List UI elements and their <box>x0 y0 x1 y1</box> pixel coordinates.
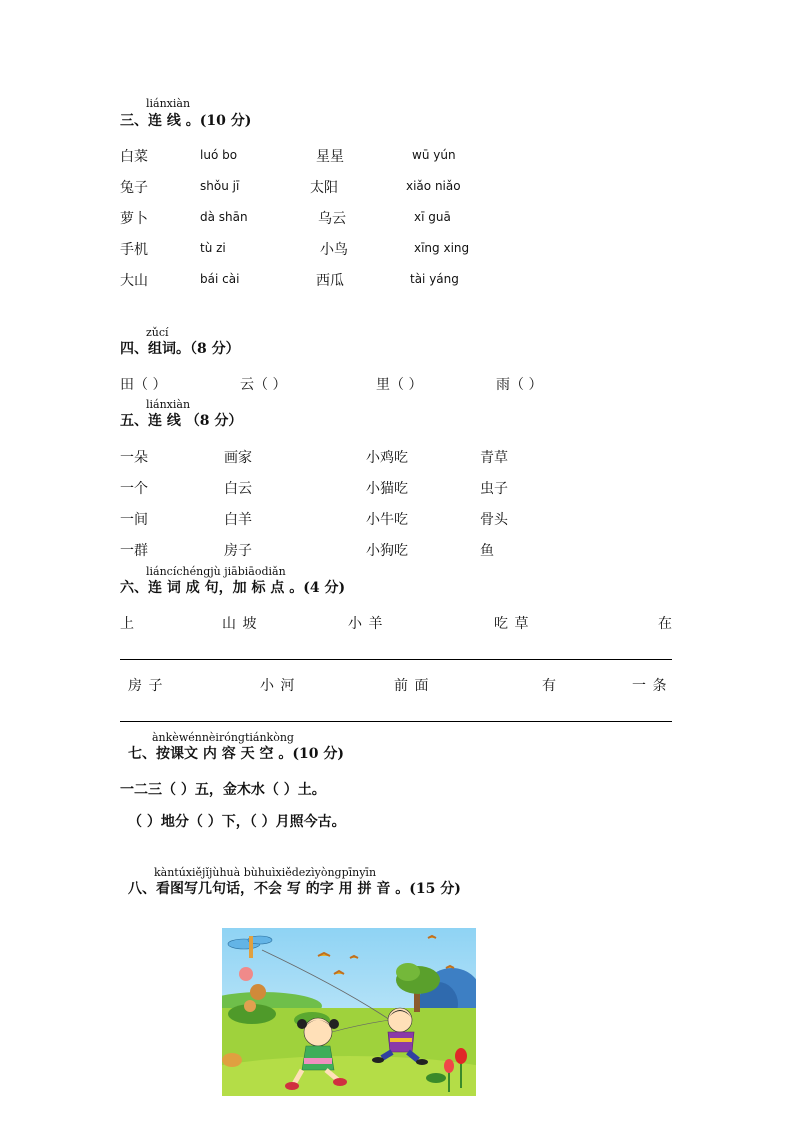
s7-heading: 七、按课文 内 容 天 空 。(10 分) <box>128 746 344 762</box>
s3-r2-b: shǒu jī <box>200 179 240 193</box>
s6-word-9: 有 <box>542 678 557 694</box>
s5-r3-b: 白羊 <box>224 512 252 528</box>
s3-r3-d: xī guā <box>414 210 451 224</box>
s3-r4-c: 小鸟 <box>320 242 348 258</box>
answer-line-2 <box>120 721 672 722</box>
s3-r5-d: tài yáng <box>410 272 459 286</box>
s3-r2-c: 太阳 <box>310 180 338 196</box>
s8-pinyin: kàntúxiějǐjùhuà bùhuìxiědezìyòngpīnyīn <box>154 866 377 879</box>
s3-r2-d: xiǎo niǎo <box>406 179 461 193</box>
s6-word-3: 小 羊 <box>348 616 384 632</box>
s5-r1-d: 青草 <box>480 450 508 466</box>
s5-r2-c: 小猫吃 <box>366 481 408 497</box>
kite-flying-illustration <box>222 928 476 1096</box>
s4-pinyin: zǔcí <box>146 326 169 339</box>
s3-r5-c: 西瓜 <box>316 273 344 289</box>
s5-heading: 五、连 线 （8 分） <box>120 413 243 429</box>
s5-r3-d: 骨头 <box>480 512 508 528</box>
s4-item-3: 里（ ） <box>376 377 423 393</box>
s5-r1-c: 小鸡吃 <box>366 450 408 466</box>
s8-heading: 八、看图写几句话，不会 写 的字 用 拼 音 。(15 分) <box>128 881 461 897</box>
s6-word-1: 上 <box>120 616 135 632</box>
s3-r5-a: 大山 <box>120 273 148 289</box>
s3-r1-b: luó bo <box>200 148 238 162</box>
s3-r4-b: tù zi <box>200 241 226 255</box>
s6-word-4: 吃 草 <box>494 616 530 632</box>
s6-word-6: 房 子 <box>128 678 164 694</box>
s6-word-2: 山 坡 <box>222 616 258 632</box>
s6-word-5: 在 <box>658 616 673 632</box>
s6-pinyin: liáncíchéngjù jiābiāodiǎn <box>146 565 286 578</box>
s3-r1-a: 白菜 <box>120 149 148 165</box>
s3-r2-a: 兔子 <box>120 180 148 196</box>
s4-heading: 四、组词。（8 分） <box>120 341 240 357</box>
s3-r3-c: 乌云 <box>318 211 346 227</box>
s7-line-2: （ ）地分（ ）下，（ ）月照今古。 <box>128 814 346 830</box>
s3-r4-a: 手机 <box>120 242 148 258</box>
s5-r3-a: 一间 <box>120 512 148 528</box>
s6-word-8: 前 面 <box>394 678 430 694</box>
s7-pinyin: ànkèwénnèiróngtiánkòng <box>152 731 294 744</box>
s5-pinyin: liánxiàn <box>146 398 191 411</box>
s3-r3-a: 萝卜 <box>120 211 148 227</box>
s5-r4-b: 房子 <box>224 543 252 559</box>
s3-r4-d: xīng xing <box>414 241 470 255</box>
s4-item-4: 雨（ ） <box>496 377 543 393</box>
s3-r1-d: wū yún <box>412 148 456 162</box>
s3-pinyin: liánxiàn <box>146 97 191 110</box>
s3-r5-b: bái cài <box>200 272 240 286</box>
s5-r4-c: 小狗吃 <box>366 543 408 559</box>
s5-r4-a: 一群 <box>120 543 148 559</box>
s5-r1-a: 一朵 <box>120 450 148 466</box>
s3-r1-c: 星星 <box>316 149 344 165</box>
s5-r1-b: 画家 <box>224 450 252 466</box>
s6-word-10: 一 条 <box>632 678 668 694</box>
s5-r2-d: 虫子 <box>480 481 508 497</box>
s5-r4-d: 鱼 <box>480 543 494 559</box>
s7-line-1: 一二三（ ）五，金木水（ ）土。 <box>120 782 326 798</box>
s6-heading: 六、连 词 成 句，加 标 点 。(4 分) <box>120 580 346 596</box>
s4-item-2: 云（ ） <box>240 377 287 393</box>
s3-heading: 三、连 线 。(10 分) <box>120 113 252 129</box>
answer-line-1 <box>120 659 672 660</box>
s5-r3-c: 小牛吃 <box>366 512 408 528</box>
s6-word-7: 小 河 <box>260 678 296 694</box>
s5-r2-a: 一个 <box>120 481 148 497</box>
s4-item-1: 田（ ） <box>120 377 167 393</box>
s5-r2-b: 白云 <box>224 481 252 497</box>
s3-r3-b: dà shān <box>200 210 248 224</box>
